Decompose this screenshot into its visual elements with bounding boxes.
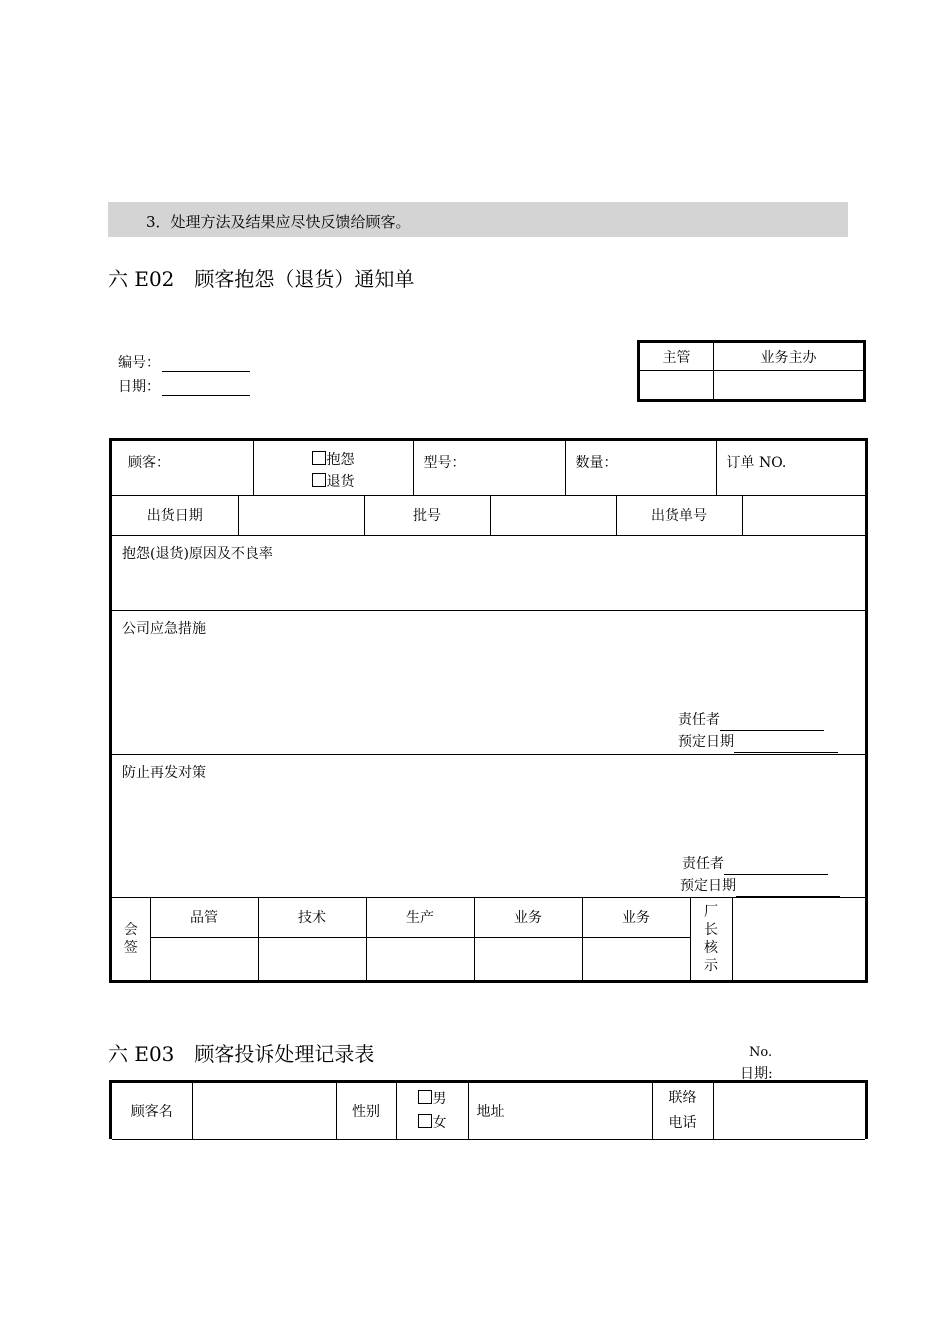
reason-label: 抱怨(退货)原因及不良率 — [122, 546, 273, 562]
complaint-record-form — [109, 1080, 868, 1139]
sign-cell-production[interactable] — [366, 938, 474, 981]
address-label: 地址 — [476, 1103, 505, 1120]
prevention-responsible-label: 责任者 — [682, 855, 724, 872]
director-sign-cell[interactable] — [732, 898, 865, 981]
prevention-date-label: 预定日期 — [680, 877, 736, 894]
prevention-label: 防止再发对策 — [122, 764, 206, 781]
gender-options — [396, 1083, 468, 1139]
director-label: 厂 长 核 示 — [690, 898, 732, 981]
batch-no-label: 批号 — [364, 496, 490, 536]
male-checkbox[interactable] — [418, 1090, 432, 1104]
ship-date-label: 出货日期 — [112, 496, 238, 536]
form2-date-label: 日期: — [740, 1066, 773, 1082]
type-options — [253, 441, 413, 495]
sign-col-qc: 品管 — [150, 898, 258, 938]
form2-title: 六 E03 顾客投诉处理记录表 — [108, 1042, 375, 1066]
approval-handler: 业务主办 — [714, 342, 865, 371]
date-field[interactable] — [162, 381, 250, 396]
quantity-cell[interactable]: 数量： — [565, 441, 716, 495]
countersign-table — [112, 898, 865, 981]
ship-date-value[interactable] — [238, 496, 364, 536]
emergency-responsible-label: 责任者 — [678, 711, 720, 728]
sign-cell-tech[interactable] — [258, 938, 366, 981]
date-label: 日期： — [118, 379, 160, 395]
male-option[interactable]: 男 — [397, 1087, 468, 1111]
sign-cell-sales-2[interactable] — [582, 938, 690, 981]
female-option[interactable]: 女 — [397, 1111, 468, 1135]
sign-col-sales-2: 业务 — [582, 898, 690, 938]
emergency-section[interactable] — [112, 610, 865, 754]
reason-section[interactable] — [112, 536, 865, 610]
phone-value[interactable] — [713, 1083, 865, 1139]
complain-checkbox[interactable] — [312, 451, 326, 465]
approval-supervisor: 主管 — [639, 342, 714, 371]
banner-text: 3．处理方法及结果应尽快反馈给顾客。 — [146, 213, 411, 231]
form-row2 — [112, 496, 865, 537]
batch-no-value[interactable] — [490, 496, 616, 536]
handler-sign-cell[interactable] — [714, 371, 865, 401]
countersign-label: 会 签 — [112, 898, 150, 981]
customer-name-label: 顾客名 — [112, 1083, 192, 1139]
date-row — [118, 376, 250, 396]
emergency-date-field[interactable] — [734, 738, 838, 753]
prevention-signoff — [680, 853, 840, 897]
approval-table — [637, 340, 866, 402]
emergency-signoff — [678, 709, 838, 753]
female-checkbox[interactable] — [418, 1114, 432, 1128]
ship-no-label: 出货单号 — [616, 496, 742, 536]
prevention-section[interactable] — [112, 754, 865, 897]
return-checkbox[interactable] — [312, 473, 326, 487]
address-cell[interactable] — [468, 1083, 652, 1139]
form-sections — [112, 536, 865, 898]
return-option[interactable]: 退货 — [312, 471, 413, 493]
gender-label: 性别 — [336, 1083, 396, 1139]
phone-label: 联络 电话 — [652, 1083, 713, 1139]
sign-cell-qc[interactable] — [150, 938, 258, 981]
number-label: 编号： — [118, 355, 160, 371]
record-row — [112, 1083, 865, 1140]
order-no-cell[interactable]: 订单 NO. — [716, 441, 865, 495]
sign-col-tech: 技术 — [258, 898, 366, 938]
number-field[interactable] — [162, 357, 250, 372]
ship-no-value[interactable] — [742, 496, 865, 536]
emergency-label: 公司应急措施 — [122, 620, 206, 637]
form-row1 — [112, 441, 865, 496]
customer-cell[interactable]: 顾客： — [112, 441, 253, 495]
prevention-date-field[interactable] — [736, 882, 840, 897]
sign-col-sales-1: 业务 — [474, 898, 582, 938]
form2-no-label: No. — [749, 1045, 773, 1060]
instruction-banner — [108, 202, 848, 237]
prevention-responsible-field[interactable] — [724, 860, 828, 875]
emergency-responsible-field[interactable] — [720, 716, 824, 731]
emergency-date-label: 预定日期 — [678, 733, 734, 750]
supervisor-sign-cell[interactable] — [639, 371, 714, 401]
form1-title: 六 E02 顾客抱怨（退货）通知单 — [108, 267, 415, 291]
sign-cell-sales-1[interactable] — [474, 938, 582, 981]
customer-name-value[interactable] — [192, 1083, 336, 1139]
model-cell[interactable]: 型号： — [413, 441, 565, 495]
sign-col-production: 生产 — [366, 898, 474, 938]
complain-option[interactable]: 抱怨 — [312, 449, 413, 471]
number-row — [118, 352, 250, 372]
complaint-form — [109, 438, 868, 983]
